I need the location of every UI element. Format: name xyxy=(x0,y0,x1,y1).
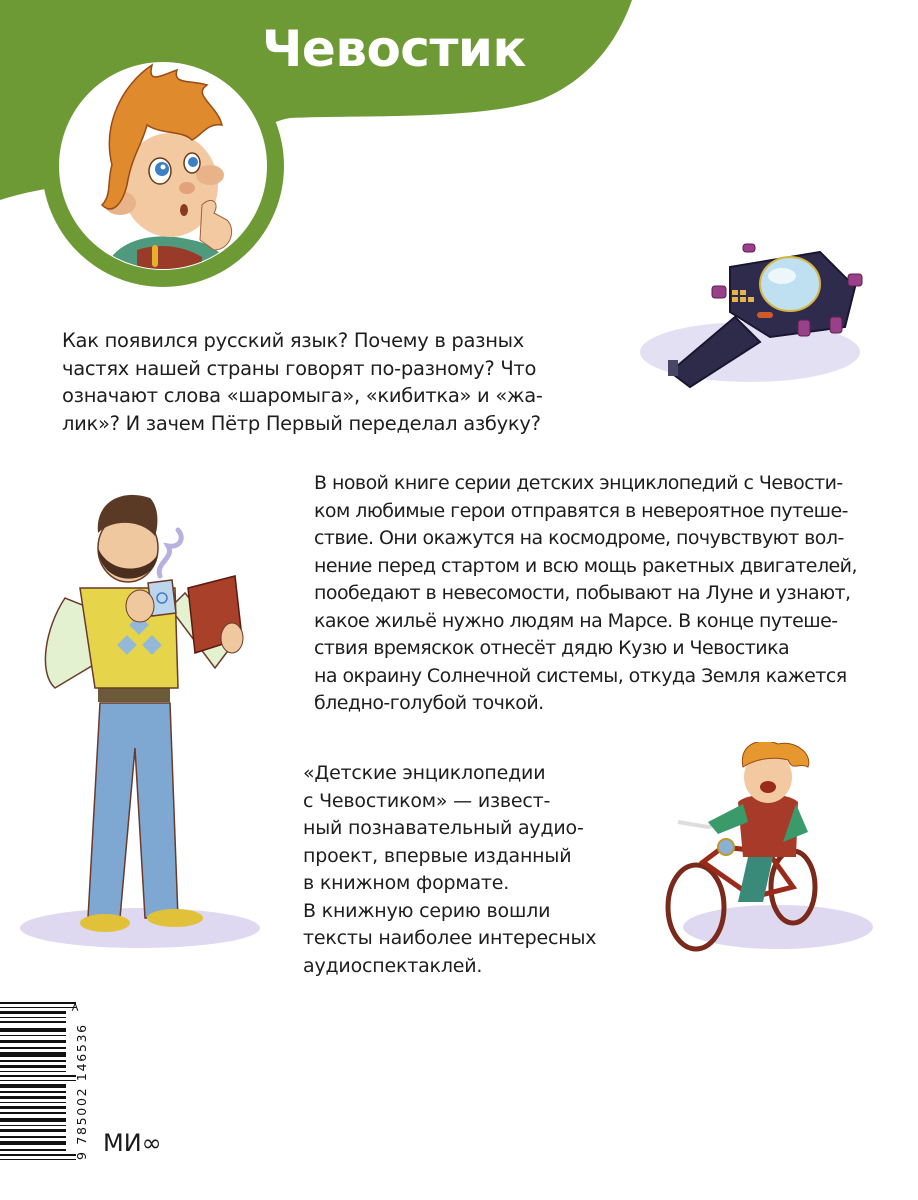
text-line: аудиоспектаклей. xyxy=(303,954,483,977)
book-title: Чевостик xyxy=(262,20,526,78)
description-paragraph xyxy=(314,470,857,718)
barcode-marker: > xyxy=(68,1001,83,1013)
publisher-logo: МИ∞ xyxy=(103,1129,162,1157)
text-line: нение перед стартом и всю мощь ракетных двигателей, xyxy=(314,554,857,577)
text-line: пообедают в невесомости, побывают на Луне и узнают, xyxy=(314,582,851,604)
text-line: на окраину Солнечной системы, откуда Земля кажется xyxy=(314,664,847,687)
chevostik-bicycle-icon xyxy=(648,742,873,952)
uncle-kuzya-icon xyxy=(10,488,280,950)
text-line: в книжном формате. xyxy=(303,872,510,894)
barcode xyxy=(0,1002,76,1164)
text-line: частях нашей страны говорят по-разному? Что xyxy=(62,356,537,380)
text-line: означают слова «шаромыга», «кибитка» и «жа- xyxy=(62,384,543,407)
text-line: тексты наиболее интересных xyxy=(303,927,597,949)
text-line: ком любимые герои отправятся в невероятное путеше- xyxy=(314,499,848,522)
time-device-icon xyxy=(640,242,880,392)
text-line: ный познавательный аудио- xyxy=(303,817,584,839)
text-line: В книжную серию вошли xyxy=(303,899,551,922)
text-line: В новой книге серии детских энциклопедий с Чевости- xyxy=(314,472,843,494)
text-line: лик»? И зачем Пётр Первый переделал азбуку? xyxy=(62,411,541,435)
text-line: бледно-голубой точкой. xyxy=(314,692,544,714)
series-info-paragraph xyxy=(303,760,596,980)
text-line: Как появился русский язык? Почему в разных xyxy=(62,329,524,352)
isbn-number: 9 785002 146536 xyxy=(74,1023,89,1160)
text-line: «Детские энциклопедии xyxy=(303,762,546,784)
text-line: проект, впервые изданный xyxy=(303,844,572,867)
chevostik-portrait-icon xyxy=(42,45,284,287)
text-line: ствие. Они окажутся на космодроме, почувствуют вол- xyxy=(314,527,844,549)
text-line: с Чевостиком» — извест- xyxy=(303,789,551,812)
questions-paragraph xyxy=(62,327,543,437)
text-line: какое жильё нужно людям на Марсе. В конце путеше- xyxy=(314,609,838,632)
text-line: ствия времяскок отнесёт дядю Кузю и Чевостика xyxy=(314,637,790,659)
